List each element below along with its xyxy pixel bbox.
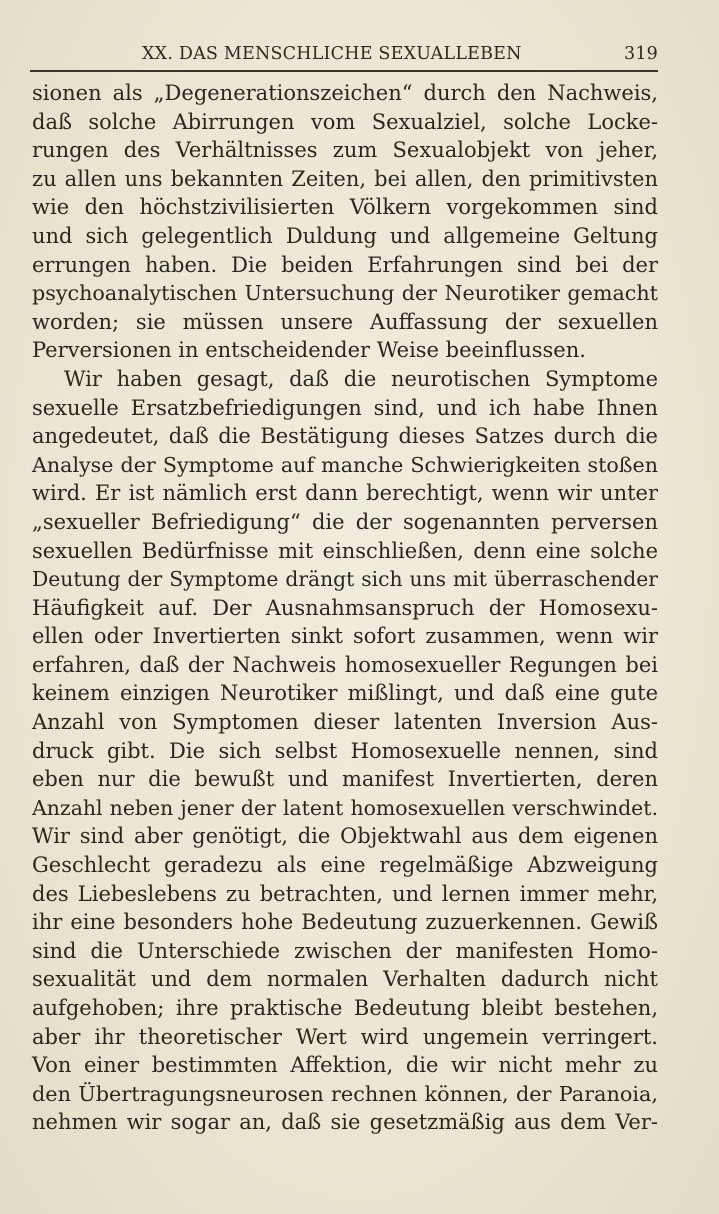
text-line: „sexueller Befriedigung“ die der sogenannten perversen [32, 509, 658, 534]
text-line: Analyse der Symptome auf manche Schwierigkeiten stoßen [32, 452, 658, 477]
text-line: des Liebeslebens zu betrachten, und lernen immer mehr, [32, 881, 658, 906]
paragraph-end-line: Perversionen in entscheidender Weise beeinflussen. [32, 338, 586, 363]
running-head [30, 44, 662, 68]
text-line: psychoanalytischen Untersuchung der Neurotiker gemacht [32, 281, 658, 306]
text-line: sexuellen Bedürfnisse mit einschließen, denn eine solche [32, 538, 658, 563]
text-line: rungen des Verhältnisses zum Sexualobjekt von jeher, [32, 138, 658, 163]
text-line: Von einer bestimmten Affektion, die wir nicht mehr zu [32, 1053, 658, 1078]
text-line: Häufigkeit auf. Der Ausnahmsanspruch der Homosexu- [32, 595, 658, 620]
text-line: Deutung der Symptome drängt sich uns mit überraschender [32, 567, 658, 592]
text-line: druck gibt. Die sich selbst Homosexuelle nennen, sind [32, 738, 658, 763]
text-line: ellen oder Invertierten sinkt sofort zusammen, wenn wir [32, 624, 658, 649]
text-line: wie den höchstzivilisierten Völkern vorgekommen sind [32, 195, 658, 220]
text-line: sionen als „Degenerationszeichen“ durch den Nachweis, [32, 81, 658, 105]
paragraph-start-line: Wir haben gesagt, daß die neurotischen Symptome [64, 366, 658, 391]
text-line: sind die Unterschiede zwischen der manifesten Homo- [32, 938, 658, 963]
text-line: angedeutet, daß die Bestätigung dieses Satzes durch die [32, 424, 658, 449]
chapter-title: XX. DAS MENSCHLICHE SEXUALLEBEN [142, 44, 522, 64]
text-line: den Übertragungsneurosen rechnen können, der Paranoia, [32, 1081, 658, 1106]
text-line: worden; sie müssen unsere Auffassung der sexuellen [32, 309, 658, 334]
text-line: Anzahl neben jener der latent homosexuellen verschwindet. [32, 795, 658, 820]
text-line: Geschlecht geradezu als eine regelmäßige Abzweigung [32, 853, 658, 878]
text-line: wird. Er ist nämlich erst dann berechtigt, wenn wir unter [32, 481, 658, 506]
text-line: nehmen wir sogar an, daß sie gesetzmäßig aus dem Ver- [32, 1110, 658, 1135]
header-rule [30, 70, 658, 72]
text-line: errungen haben. Die beiden Erfahrungen sind bei der [32, 252, 658, 277]
body-text [32, 79, 658, 1137]
text-line: zu allen uns bekannten Zeiten, bei allen, den primitivsten [32, 166, 658, 191]
text-line: aufgehoben; ihre praktische Bedeutung bleibt bestehen, [32, 996, 658, 1020]
text-line: eben nur die bewußt und manifest Invertierten, deren [32, 767, 658, 792]
text-line: und sich gelegentlich Duldung und allgemeine Geltung [32, 223, 658, 248]
text-line: Wir sind aber genötigt, die Objektwahl aus dem eigenen [32, 824, 658, 849]
text-line: erfahren, daß der Nachweis homosexueller Regungen bei [32, 652, 658, 677]
text-line: ihr eine besonders hohe Bedeutung zuzuerkennen. Gewiß [32, 910, 658, 935]
text-line: sexuelle Ersatzbefriedigungen sind, und ich habe Ihnen [32, 395, 658, 420]
page-number: 319 [623, 44, 658, 64]
text-line: aber ihr theoretischer Wert wird ungemein verringert. [32, 1024, 658, 1049]
text-line: daß solche Abirrungen vom Sexualziel, solche Locke- [32, 109, 658, 134]
text-line: sexualität und dem normalen Verhalten dadurch nicht [32, 967, 658, 992]
text-line: Anzahl von Symptomen dieser latenten Inversion Aus- [32, 710, 658, 735]
text-line: keinem einzigen Neurotiker mißlingt, und daß eine gute [32, 681, 658, 706]
